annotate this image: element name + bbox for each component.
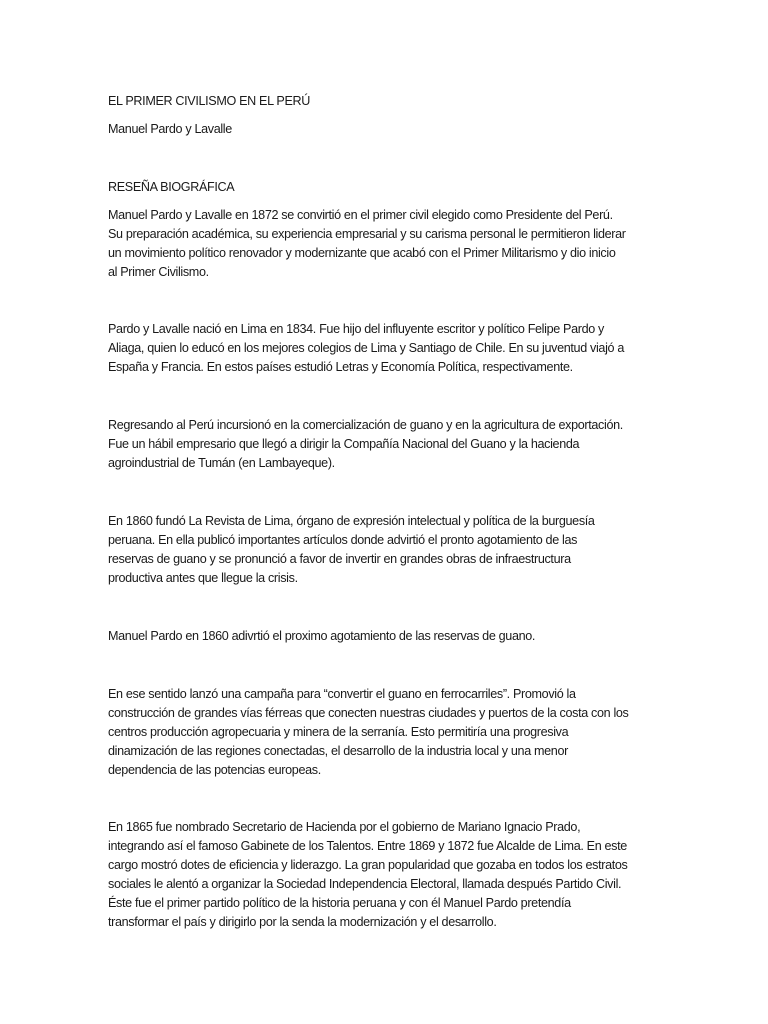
document-subtitle: Manuel Pardo y Lavalle [108,122,232,136]
paragraph-line: Regresando al Perú incursionó en la comercialización de guano y en la agricultura de exportación. [108,418,623,432]
paragraph-line: En 1865 fue nombrado Secretario de Hacienda por el gobierno de Mariano Ignacio Prado, [108,820,581,834]
paragraph-line: un movimiento político renovador y modernizante que acabó con el Primer Militarismo y dio inicio [108,246,616,260]
paragraph-line: peruana. En ella publicó importantes artículos donde advirtió el pronto agotamiento de las [108,533,578,547]
document-title: EL PRIMER CIVILISMO EN EL PERÚ [108,94,311,108]
paragraph-line: dinamización de las regiones conectadas, el desarrollo de la industria local y una menor [108,744,568,758]
paragraph-line: cargo mostró dotes de eficiencia y liderazgo. La gran popularidad que gozaba en todos los estratos [108,858,628,872]
paragraph-line: centros producción agropecuaria y minera de la serranía. Esto permitiría una progresiva [108,725,569,739]
paragraph-line: Manuel Pardo en 1860 adivrtió el proximo agotamiento de las reservas de guano. [108,629,536,643]
paragraph-line: integrando así el famoso Gabinete de los Talentos. Entre 1869 y 1872 fue Alcalde de Lima. En este [108,839,627,853]
paragraph-line: agroindustrial de Tumán (en Lambayeque). [108,456,335,470]
paragraph-line: transformar el país y dirigirlo por la senda la modernización y el desarrollo. [108,915,497,929]
paragraph-line: Manuel Pardo y Lavalle en 1872 se convirtió en el primer civil elegido como Presidente del Perú. [108,208,613,222]
paragraph-line: En 1860 fundó La Revista de Lima, órgano de expresión intelectual y política de la burguesía [108,514,595,528]
paragraph-line: construcción de grandes vías férreas que conecten nuestras ciudades y puertos de la costa con los [108,706,629,720]
paragraph-line: productiva antes que llegue la crisis. [108,571,298,585]
paragraph-line: al Primer Civilismo. [108,265,209,279]
paragraph-line: Su preparación académica, su experiencia empresarial y su carisma personal le permitieron liderar [108,227,626,241]
paragraph-line: dependencia de las potencias europeas. [108,763,321,777]
paragraph-line: sociales le alentó a organizar la Sociedad Independencia Electoral, llamada después Partido Civil. [108,877,622,891]
section-heading: RESEÑA BIOGRÁFICA [108,180,235,194]
paragraph-line: Pardo y Lavalle nació en Lima en 1834. Fue hijo del influyente escritor y político Felipe Pardo y [108,322,604,336]
paragraph-line: En ese sentido lanzó una campaña para “convertir el guano en ferrocarriles”. Promovió la [108,687,576,701]
paragraph-line: Éste fue el primer partido político de la historia peruana y con él Manuel Pardo pretendía [108,896,571,910]
paragraph-line: reservas de guano y se pronunció a favor de invertir en grandes obras de infraestructura [108,552,571,566]
paragraph-line: Fue un hábil empresario que llegó a dirigir la Compañía Nacional del Guano y la hacienda [108,437,580,451]
paragraph-line: Aliaga, quien lo educó en los mejores colegios de Lima y Santiago de Chile. En su juventud viajó a [108,341,624,355]
paragraph-line: España y Francia. En estos países estudió Letras y Economía Política, respectivamente. [108,360,573,374]
